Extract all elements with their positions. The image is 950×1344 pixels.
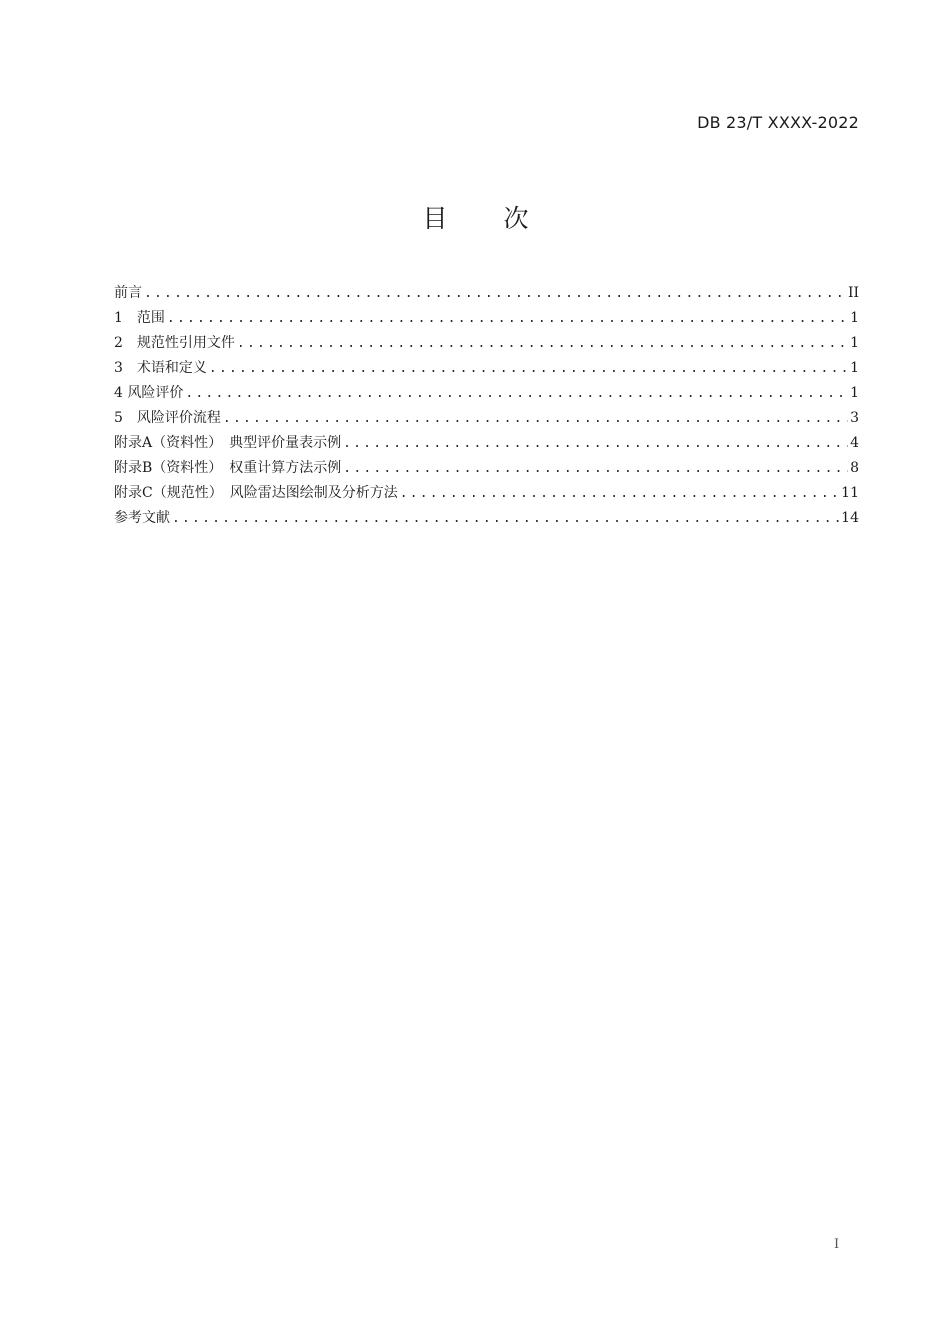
toc-entry-label: 附录C（规范性） 风险雷达图绘制及分析方法 [114, 485, 398, 501]
toc-entry-page: 1 [850, 385, 859, 401]
table-of-contents [114, 281, 859, 531]
toc-dot-leader [343, 456, 848, 481]
toc-entry-appendix-b[interactable] [114, 456, 859, 481]
toc-entry-label: 附录B（资料性） 权重计算方法示例 [114, 460, 342, 476]
toc-dot-leader [223, 406, 848, 431]
toc-entry-label: 3 术语和定义 [114, 360, 207, 376]
toc-dot-leader [400, 481, 839, 506]
toc-entry-scope[interactable] [114, 306, 859, 331]
toc-dot-leader [172, 506, 839, 531]
toc-dot-leader [144, 281, 846, 306]
toc-entry-bibliography[interactable] [114, 506, 859, 531]
toc-title: 目 次 [422, 204, 553, 233]
toc-entry-risk-evaluation[interactable] [114, 381, 859, 406]
toc-entry-page: 14 [841, 510, 859, 526]
toc-entry-appendix-a[interactable] [114, 431, 859, 456]
toc-entry-page: 4 [850, 435, 859, 451]
toc-entry-page: 1 [850, 360, 859, 376]
toc-entry-page: 8 [850, 460, 859, 476]
toc-entry-page: 1 [850, 310, 859, 326]
toc-entry-page: 3 [850, 410, 859, 426]
page-number: I [834, 1237, 840, 1252]
toc-entry-label: 1 范围 [114, 310, 165, 326]
toc-entry-terms-definitions[interactable] [114, 356, 859, 381]
toc-entry-risk-evaluation-process[interactable] [114, 406, 859, 431]
toc-dot-leader [209, 356, 848, 381]
toc-entry-page: 1 [850, 335, 859, 351]
toc-entry-label: 2 规范性引用文件 [114, 335, 235, 351]
toc-entry-appendix-c[interactable] [114, 481, 859, 506]
toc-dot-leader [185, 381, 848, 406]
toc-entry-label: 5 风险评价流程 [114, 410, 221, 426]
toc-entry-label: 4 风险评价 [114, 385, 184, 401]
toc-entry-normative-references[interactable] [114, 331, 859, 356]
toc-entry-preface[interactable] [114, 281, 859, 306]
toc-entry-page: II [847, 285, 859, 301]
toc-entry-label: 前言 [114, 285, 142, 301]
toc-dot-leader [343, 431, 848, 456]
toc-entry-page: 11 [841, 485, 859, 501]
toc-entry-label: 附录A（资料性） 典型评价量表示例 [114, 435, 342, 451]
toc-dot-leader [167, 306, 848, 331]
document-code: DB 23/T XXXX-2022 [697, 113, 859, 132]
toc-dot-leader [237, 331, 848, 356]
toc-entry-label: 参考文献 [114, 510, 170, 526]
